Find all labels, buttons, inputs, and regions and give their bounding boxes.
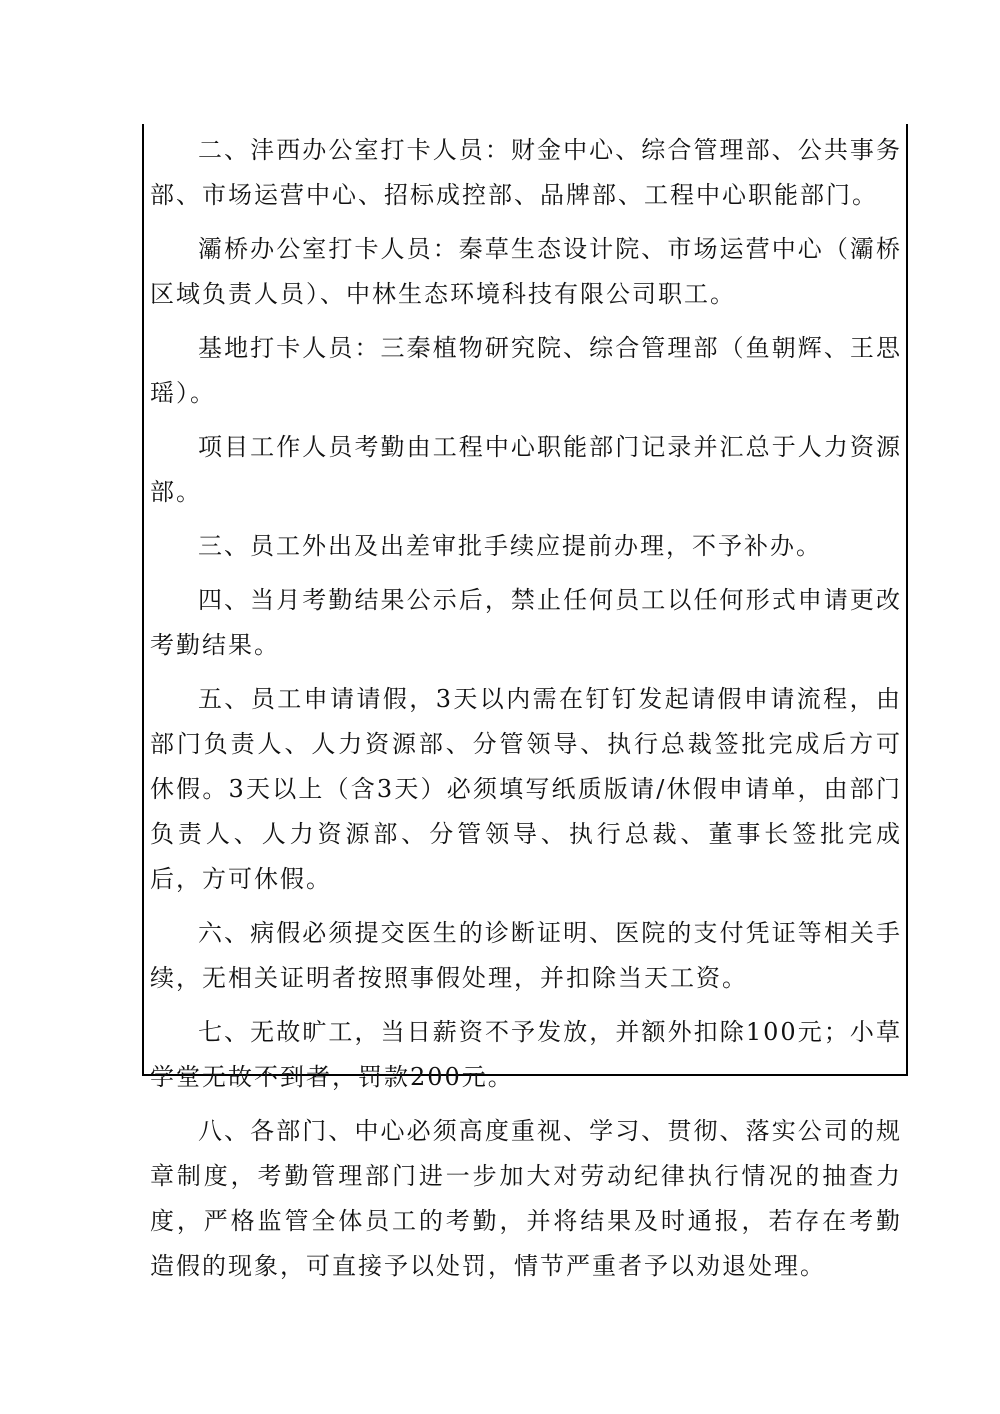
- paragraph-rule-seven: 七、无故旷工，当日薪资不予发放，并额外扣除100元；小草学堂无故不到者，罚款200元。: [150, 1018, 902, 1091]
- paragraph-rule-eight: 八、各部门、中心必须高度重视、学习、贯彻、落实公司的规章制度，考勤管理部门进一步加大对劳动纪律执行情况的抽查力度，严格监管全体员工的考勤，并将结果及时通报，若存在考勤造假的现象，可直接予以处罚，情节严重者予以劝退处理。: [150, 1117, 902, 1280]
- paragraph-project-staff: 项目工作人员考勤由工程中心职能部门记录并汇总于人力资源部。: [150, 433, 902, 506]
- paragraph-rule-six: 六、病假必须提交医生的诊断证明、医院的支付凭证等相关手续，无相关证明者按照事假处理，并扣除当天工资。: [150, 919, 902, 992]
- paragraph-office-fengxi: 二、沣西办公室打卡人员：财金中心、综合管理部、公共事务部、市场运营中心、招标成控部、品牌部、工程中心职能部门。: [150, 136, 902, 209]
- paragraph-rule-five: 五、员工申请请假，3天以内需在钉钉发起请假申请流程，由部门负责人、人力资源部、分管领导、执行总裁签批完成后方可休假。3天以上（含3天）必须填写纸质版请/休假申请单，由部门负责人、人力资源部、分管领导、执行总裁、董事长签批完成后，方可休假。: [150, 685, 902, 893]
- paragraph-rule-four: 四、当月考勤结果公示后，禁止任何员工以任何形式申请更改考勤结果。: [150, 586, 902, 659]
- paragraph-rule-three: 三、员工外出及出差审批手续应提前办理，不予补办。: [198, 532, 822, 560]
- paragraph-office-baqiao: 灞桥办公室打卡人员：秦草生态设计院、市场运营中心（灞桥区域负责人员）、中林生态环境科技有限公司职工。: [150, 235, 902, 308]
- document-body: [150, 128, 902, 1298]
- paragraph-base-staff: 基地打卡人员：三秦植物研究院、综合管理部（鱼朝辉、王思瑶）。: [150, 334, 902, 407]
